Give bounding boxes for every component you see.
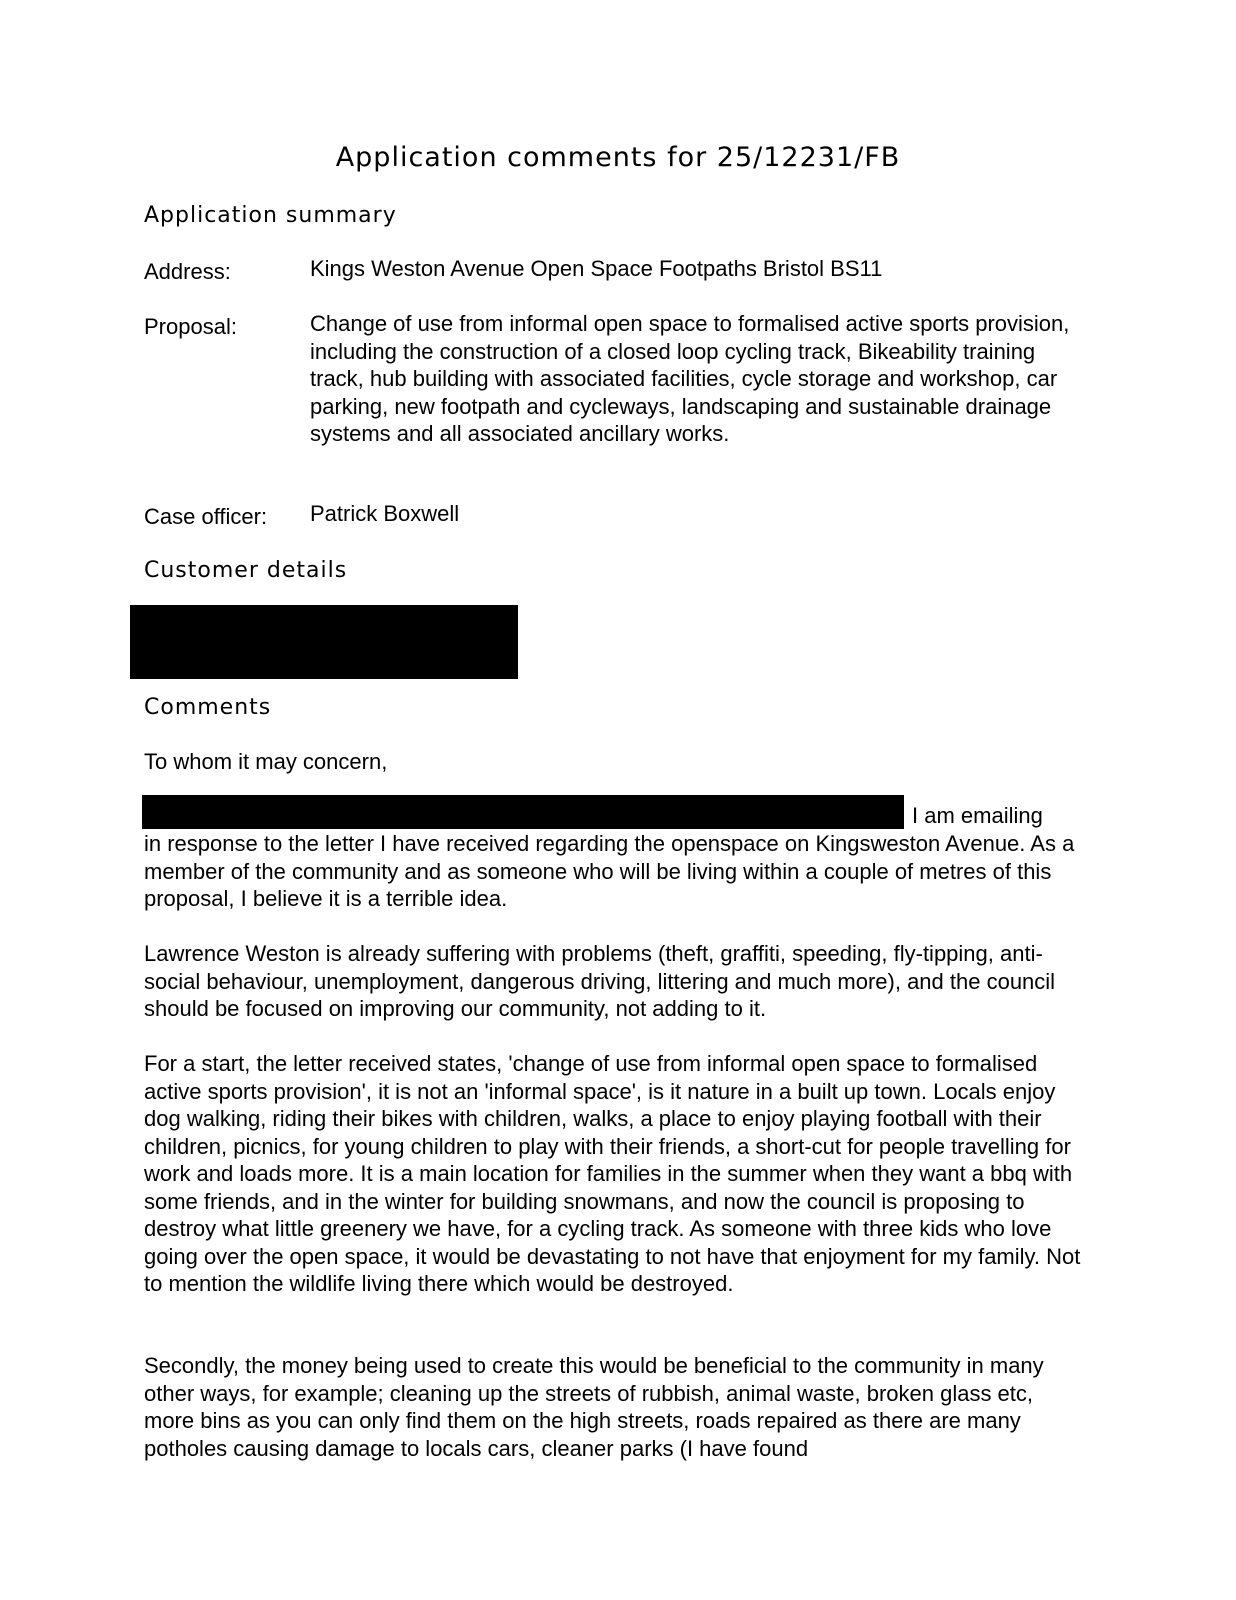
comment-paragraph-2: Lawrence Weston is already suffering with problems (theft, graffiti, speeding, fly-tipping, anti-social behaviour, unemployment, dangerous driving, littering and much more), and the council should be focused on improving our community, not adding to it. bbox=[144, 941, 1056, 1021]
case-officer-label: Case officer: bbox=[144, 504, 268, 529]
comment-paragraph-3: For a start, the letter received states, 'change of use from informal open space to formalised active sports provision', it is not an 'informal space', is it nature in a built up town. Locals enjoy dog walking, riding their bikes with children, walks, a place to enjoy playing football with their children, picnics, for young children to play with their friends, a short-cut for people travelling for work and loads more. It is a main location for families in the summer when they want a bbq with some friends, and in the winter for building snowmans, and now the council is proposing to destroy what little greenery we have, for a cycling track. As someone with three kids who love going over the open space, it would be devastating to not have that enjoyment for my family. Not to mention the wildlife living there which would be destroyed. bbox=[144, 1051, 1081, 1296]
comment-para1-first-line-end: I am emailing bbox=[912, 803, 1043, 828]
address-value: Kings Weston Avenue Open Space Footpaths Bristol BS11 bbox=[310, 256, 883, 281]
customer-details-heading: Customer details bbox=[144, 558, 348, 583]
comments-heading: Comments bbox=[144, 695, 272, 720]
comment-salutation: To whom it may concern, bbox=[144, 749, 388, 774]
page-title: Application comments for 25/12231/FB bbox=[335, 142, 901, 173]
comment-paragraph-4: Secondly, the money being used to create this would be beneficial to the community in many other ways, for example; cleaning up the streets of rubbish, animal waste, broken glass etc, more bins as you can only find them on the high streets, roads repaired as there are many potholes causing damage to locals cars, cleaner parks (I have found bbox=[144, 1353, 1044, 1461]
proposal-value: Change of use from informal open space to formalised active sports provision, including the construction of a closed loop cycling track, Bikeability training track, hub building with associated facilities, cycle storage and workshop, car parking, new footpath and cycleways, landscaping and sustainable drainage systems and all associated ancillary works. bbox=[310, 311, 1070, 446]
customer-details-redaction bbox=[130, 605, 518, 679]
application-summary-heading: Application summary bbox=[144, 203, 397, 228]
comment-paragraph-1: in response to the letter I have received regarding the openspace on Kingsweston Avenue. As a member of the community and as someone who will be living within a couple of metres of this proposal, I believe it is a terrible idea. bbox=[144, 831, 1075, 911]
proposal-label: Proposal: bbox=[144, 314, 237, 339]
address-label: Address: bbox=[144, 259, 231, 284]
comment-redaction bbox=[142, 795, 904, 829]
case-officer-value: Patrick Boxwell bbox=[310, 501, 460, 526]
